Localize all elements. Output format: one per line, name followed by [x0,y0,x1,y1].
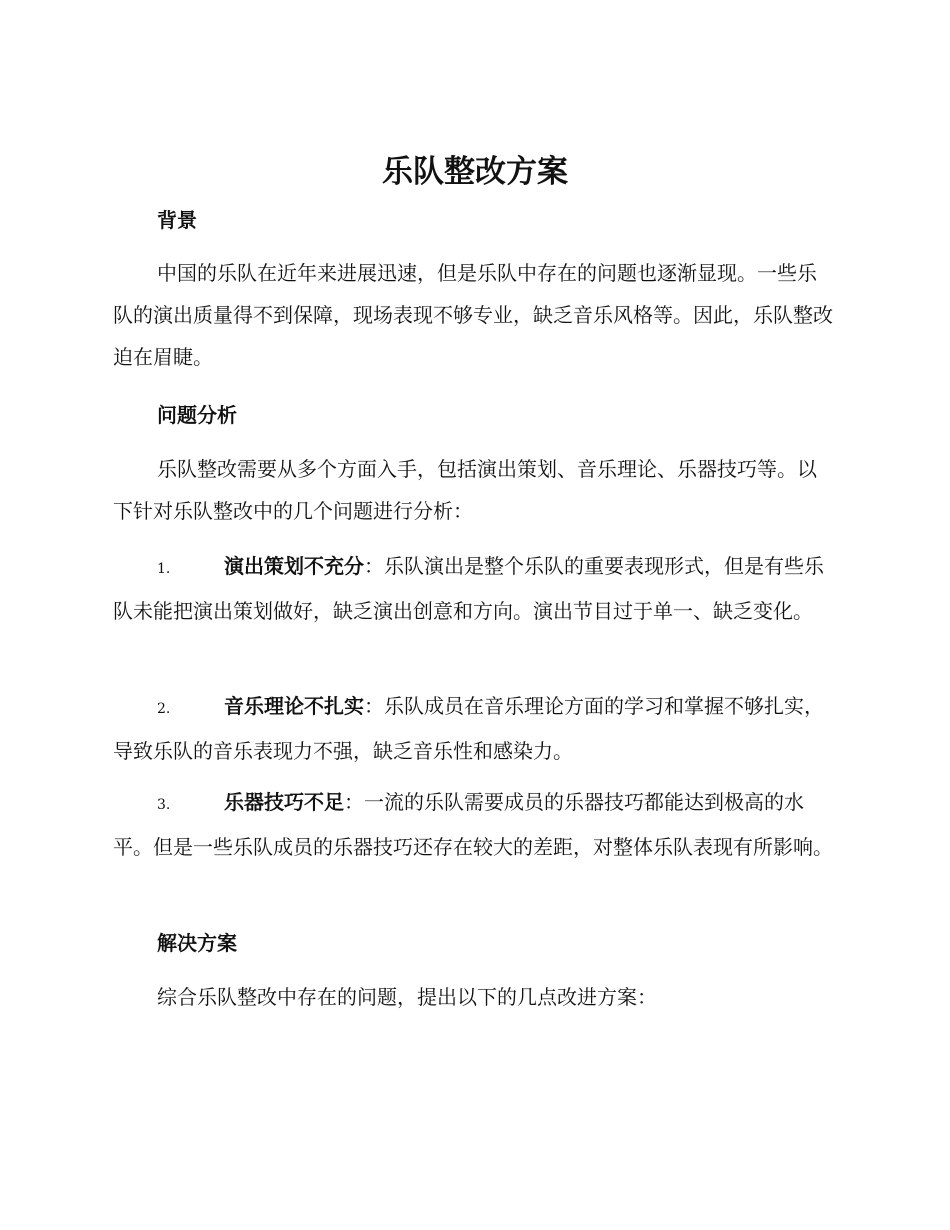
list-item [113,545,833,632]
solution-paragraph: 综合乐队整改中存在的问题，提出以下的几点改进方案： [157,985,657,1009]
background-paragraph: 中国的乐队在近年来进展迅速，但是乐队中存在的问题也逐渐显现。一些乐队的演出质量得不到保障，现场表现不够专业，缺乏音乐风格等。因此，乐队整改迫在眉睫。 [113,261,833,369]
list-term: 乐器技巧不足 [224,790,344,814]
list-term: 音乐理论不扎实 [224,694,364,718]
analysis-paragraph: 乐队整改需要从多个方面入手，包括演出策划、音乐理论、乐器技巧等。以下针对乐队整改中的几个问题进行分析： [113,457,817,523]
list-item [113,685,833,772]
list-item [113,781,833,868]
section-heading-solution: 解决方案 [157,931,237,955]
list-term: 演出策划不充分 [224,554,364,578]
list-text: ：乐队成员在音乐理论方面的学习和掌握不够扎实，导致乐队的音乐表现力不强，缺乏音乐性和感染力。 [113,694,824,763]
document-title: 乐队整改方案 [382,154,568,190]
list-text: ：一流的乐队需要成员的乐器技巧都能达到极高的水平。但是一些乐队成员的乐器技巧还存在较大的差距，对整体乐队表现有所影响。 [113,790,833,859]
list-number: 3. [157,797,171,813]
section-heading-background: 背景 [157,208,197,232]
list-number: 2. [157,701,171,717]
list-number: 1. [157,561,171,577]
section-heading-analysis: 问题分析 [157,403,237,427]
list-text: ：乐队演出是整个乐队的重要表现形式，但是有些乐队未能把演出策划做好，缺乏演出创意和方向。演出节目过于单一、缺乏变化。 [113,554,824,623]
